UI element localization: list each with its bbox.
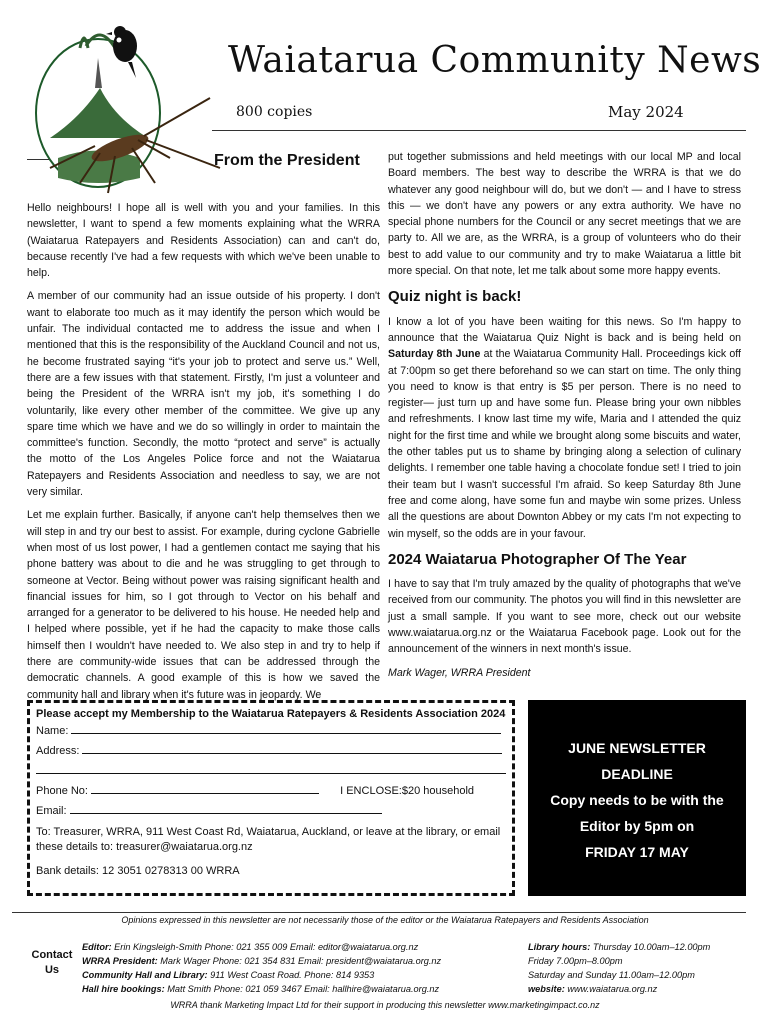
president-heading: From the President <box>214 152 360 169</box>
photographer-heading: 2024 Waiatarua Photographer Of The Year <box>388 550 687 568</box>
contact-editor <box>82 940 441 954</box>
quiz-text-before: I know a lot of you have been waiting for this news. So I'm happy to announce that the Waiatarua Quiz Night is back and is being held on <box>388 315 741 344</box>
form-title: Please accept my Membership to the Waiatarua Ratepayers & Residents Association 2024 <box>36 708 506 720</box>
masthead-title: Waiatarua Community News <box>228 40 762 81</box>
address-field[interactable] <box>82 741 502 754</box>
website-label: website: <box>528 984 565 994</box>
thanks-line: WRRA thank Marketing Impact Ltd for their support in producing this newsletter www.marketingimpact.co.nz <box>170 1000 600 1010</box>
library-hours-2: Friday 7.00pm–8.00pm <box>528 956 623 966</box>
phone-row <box>36 781 506 801</box>
email-label: Email: <box>36 805 67 817</box>
library-hours-thu: Thursday 10.00am–12.00pm <box>590 942 711 952</box>
name-row <box>36 721 506 741</box>
form-to-text: To: Treasurer, WRRA, 911 West Coast Rd, Waiatarua, Auckland, or leave at the library, or email these details to: treasurer@waiatarua.org.nz <box>36 826 501 853</box>
deadline-line-2: DEADLINE <box>601 766 673 782</box>
contact-president-label: WRRA President: <box>82 956 158 966</box>
deadline-box <box>528 700 746 896</box>
quiz-paragraph <box>388 314 741 542</box>
address-row <box>36 741 506 761</box>
right-column <box>388 149 741 688</box>
deadline-line-5: FRIDAY 17 MAY <box>585 844 689 860</box>
membership-form <box>27 700 515 896</box>
tui-bird-on-flax-with-weta-icon <box>20 18 225 208</box>
address-row-2 <box>36 761 506 781</box>
phone-field[interactable] <box>91 781 319 794</box>
contact-editor-text: Erin Kingsleigh-Smith Phone: 021 355 009 Email: editor@waiatarua.org.nz <box>111 942 419 952</box>
address-field-2[interactable] <box>36 761 506 774</box>
website-line <box>528 982 710 996</box>
contact-president-text: Mark Wager Phone: 021 354 831 Email: president@waiatarua.org.nz <box>157 956 442 966</box>
library-hours-3: Saturday and Sunday 11.00am–12.00pm <box>528 970 695 980</box>
quiz-date: Saturday 8th June <box>388 348 481 361</box>
website-link[interactable]: www.waiatarua.org.nz <box>564 984 658 994</box>
signature: Mark Wager, WRRA President <box>388 666 531 679</box>
photographer-paragraph: I have to say that I'm truly amazed by the quality of photographs that we've received from our community. The photos you will find in this newsletter are just a small sample. If you want to see more, check out our website www.waiatarua.org.nz or the Waiatarua Facebook page. Look out for the announcement of the winners in next month's issue. <box>388 578 741 656</box>
contact-hall-hire-label: Hall hire bookings: <box>82 984 165 994</box>
contact-hall <box>82 968 441 982</box>
enclose-text: I ENCLOSE:$20 household <box>340 785 475 797</box>
president-paragraph-3: Let me explain further. Basically, if anyone can't help themselves then we will step in and try our best to assist. For example, during cyclone Gabrielle when most of us lost power, I had a gentlemen contact me saying that his phone battery was about to die and he was struggling to get through to someone at Vector. Being without power was raising significant health and financial issues for him, so I got through to Vector on his behalf and arranged for a generator to be delivered to his house. He needed help and I helped where possible, yet if he had the capacity to make those calls himself then I wouldn't have needed to. We also step in and try to help if there are community-wide issues that can be addressed through the democratic channels. A good example of this is how we saved the community hall and library when it's future was in jeopardy. We <box>27 509 380 701</box>
president-paragraph-2: A member of our community had an issue outside of his property. I don't want to elaborate too much as it may identify the person which would be unfair. The individual contacted me to address the issue and when I mentioned that this is the responsibility of the Auckland Council and not us, he become frustrated saying “it's your job to protect and serve us.” Well, there are a few issues with that statement. Firstly, I'm just a volunteer and being the President of the WRRA isn't my job, it's something I do voluntarily, like every other member of the committee. We give up any spare time which we have and we do so willingly in order to maintain the committee's function. Secondly, the motto “protect and serve” is actually the motto of the Los Angeles Police force and not the Waiatarua Ratepayers and Residents Association and needless to say, we are not very similar. <box>27 290 380 499</box>
short-divider <box>27 159 49 160</box>
contact-hall-hire <box>82 982 441 996</box>
quiz-text-after: at the Waiatarua Community Hall. Proceedings kick off at 7:00pm so get there beforehand so we can start on time. The only thing you need to know is that entry is $5 per person. There is no need to register— just turn up and have some fun. Please bring your own nibbles and refreshments. I know last time my wife, Maria and I attended the quiz night for the first time and while we brought along some biscuits and water, the other tables put us to shame by bringing along a selection of culinary delights. I remember one table having a chocolate fondue set! I tried to join their team but I wasn't successful I'm afraid. So keep Saturday 8th June free and come along, have some fun and maybe win some prizes. Unless all the questions are about Downton Abbey or my cats I'm not expecting to win myself, so the odds are in your favour. <box>388 348 741 540</box>
address-label: Address: <box>36 745 80 757</box>
bank-details: Bank details: 12 3051 0278313 00 WRRA <box>36 865 240 877</box>
president-continuation: put together submissions and held meetings with our local MP and local Board members. The best way to describe the WRRA is that we do whatever any good neighbour will do, but we don't — and I have to stress this — we don't have any powers or any extra authority. We have no special phone numbers for the Council or any secret meetings that we are party to. All we are, as the WRRA, is a group of volunteers who do their best to add value to our community and try to make Waiatarua a little bit more special. On that note, let me talk about some more happy events. <box>388 151 741 278</box>
contact-hall-text: 911 West Coast Road. Phone: 814 9353 <box>207 970 375 980</box>
contact-hall-hire-text: Matt Smith Phone: 021 059 3467 Email: hallhire@waiatarua.org.nz <box>164 984 440 994</box>
email-field[interactable] <box>70 801 382 814</box>
issue-date: May 2024 <box>608 103 684 121</box>
contact-president <box>82 954 441 968</box>
contact-list <box>82 940 441 996</box>
contact-label: Contact Us <box>31 949 73 976</box>
email-row <box>36 801 506 821</box>
contact-editor-label: Editor: <box>82 942 112 952</box>
president-column <box>27 200 380 710</box>
name-field[interactable] <box>71 721 501 734</box>
deadline-line-1: JUNE NEWSLETTER <box>568 740 706 756</box>
masthead-divider <box>212 130 746 131</box>
footer-divider <box>12 912 746 913</box>
president-paragraph-1: Hello neighbours! I hope all is well with you and your families. In this newsletter, I want to spend a few moments explaining what the WRRA (Waiatarua Ratepayers and Residents Association) can and can't do, because recently I've had a few requests with which we've been unable to help. <box>27 202 380 280</box>
deadline-line-4: Editor by 5pm on <box>579 818 695 834</box>
phone-label: Phone No: <box>36 785 88 797</box>
logo-illustration <box>20 18 225 208</box>
name-label: Name: <box>36 725 69 737</box>
library-hours-label: Library hours: <box>528 942 591 952</box>
disclaimer: Opinions expressed in this newsletter are not necessarily those of the editor or the Waiatarua Ratepayers and Residents Association <box>121 915 649 925</box>
copies-count: 800 copies <box>236 104 313 120</box>
deadline-line-3: Copy needs to be with the <box>550 792 724 808</box>
library-info <box>528 940 710 996</box>
quiz-heading: Quiz night is back! <box>388 288 522 306</box>
contact-hall-label: Community Hall and Library: <box>82 970 208 980</box>
library-hours-1 <box>528 940 710 954</box>
